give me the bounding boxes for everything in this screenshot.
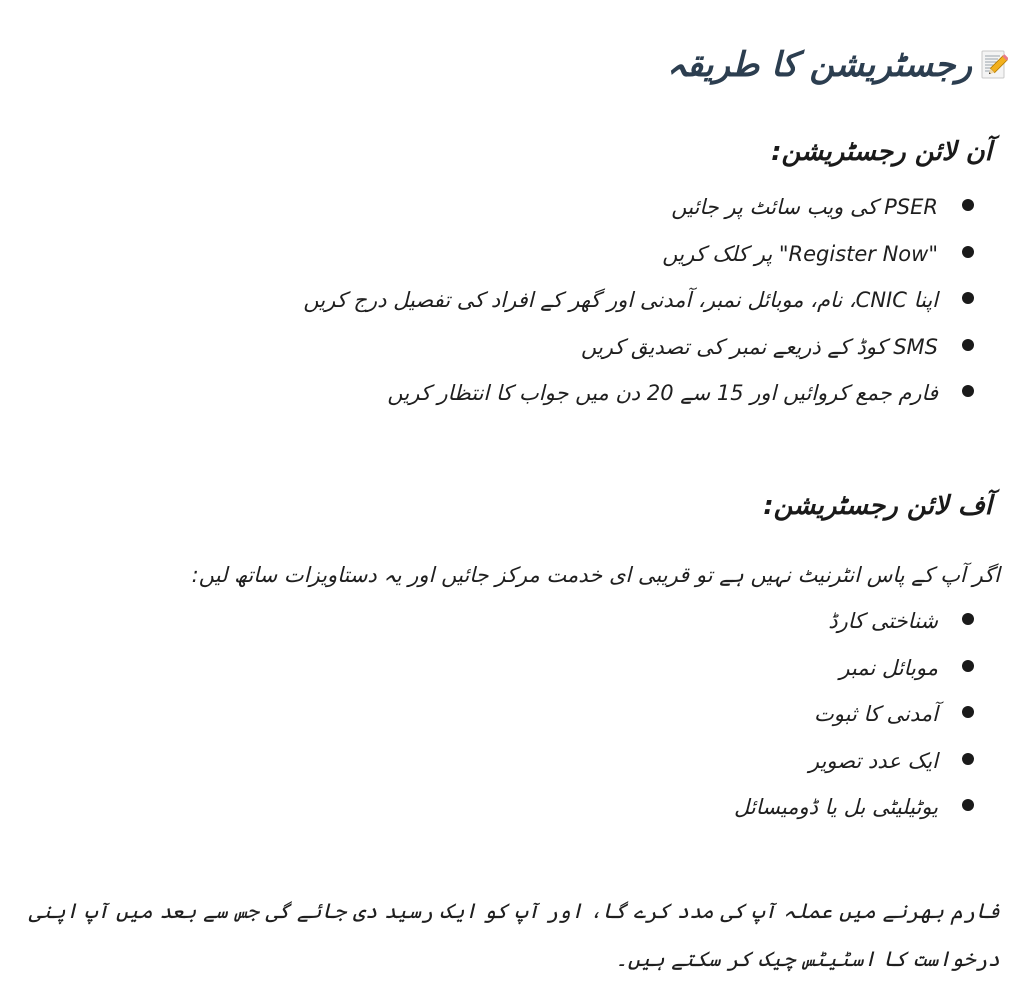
list-item <box>303 370 974 417</box>
list-item <box>734 738 974 785</box>
list-item <box>303 324 974 371</box>
bullet-icon <box>962 385 974 397</box>
offline-registration-heading: آف لائن رجسٹریشن: <box>763 490 992 521</box>
bullet-icon <box>962 753 974 765</box>
online-steps-list <box>303 184 974 417</box>
online-registration-heading: آن لائن رجسٹریشن: <box>771 136 992 167</box>
offline-intro-text: اگر آپ کے پاس انٹرنیٹ نہیں ہے تو قریبی ای خدمت مرکز جائیں اور یہ دستاویزات ساتھ لیں: <box>191 563 1000 587</box>
bullet-icon <box>962 339 974 351</box>
step-text: اپنا CNIC، نام، موبائل نمبر، آمدنی اور گھر کے افراد کی تفصیل درج کریں <box>303 288 938 312</box>
bullet-icon <box>962 292 974 304</box>
bullet-icon <box>962 246 974 258</box>
step-text: "Register Now" پر کلک کریں <box>662 241 938 266</box>
step-text: فارم جمع کروائیں اور 15 سے 20 دن میں جواب کا انتظار کریں <box>387 381 938 405</box>
list-item <box>303 277 974 324</box>
list-item <box>734 598 974 645</box>
required-documents-list <box>734 598 974 831</box>
bullet-icon <box>962 660 974 672</box>
step-text: PSER کی ویب سائٹ پر جائیں <box>671 195 938 219</box>
step-text: SMS کوڈ کے ذریعے نمبر کی تصدیق کریں <box>580 334 938 359</box>
bullet-icon <box>962 199 974 211</box>
memo-icon <box>980 50 1008 80</box>
bullet-icon <box>962 706 974 718</box>
document-text: ایک عدد تصویر <box>808 748 938 773</box>
page-title <box>667 37 1008 93</box>
list-item <box>734 784 974 831</box>
document-text: شناختی کارڈ <box>828 609 938 633</box>
page-title-text: رجسٹریشن کا طریقہ <box>666 44 972 85</box>
document-text: یوٹیلیٹی بل یا ڈومیسائل <box>734 795 938 819</box>
bullet-icon <box>962 799 974 811</box>
offline-footer-text: فارم بھرنے میں عملہ آپ کی مدد کرے گا، اور آپ کو ایک رسید دی جائے گی جس سے بعد میں آپ اپنی درخواست کا اسٹیٹس چیک کر سکتے ہیں۔ <box>28 899 1000 971</box>
document-text: موبائل نمبر <box>839 655 938 680</box>
list-item <box>734 645 974 692</box>
bullet-icon <box>962 613 974 625</box>
list-item <box>734 691 974 738</box>
list-item <box>303 231 974 278</box>
document-text: آمدنی کا ثبوت <box>813 702 938 726</box>
list-item <box>303 184 974 231</box>
